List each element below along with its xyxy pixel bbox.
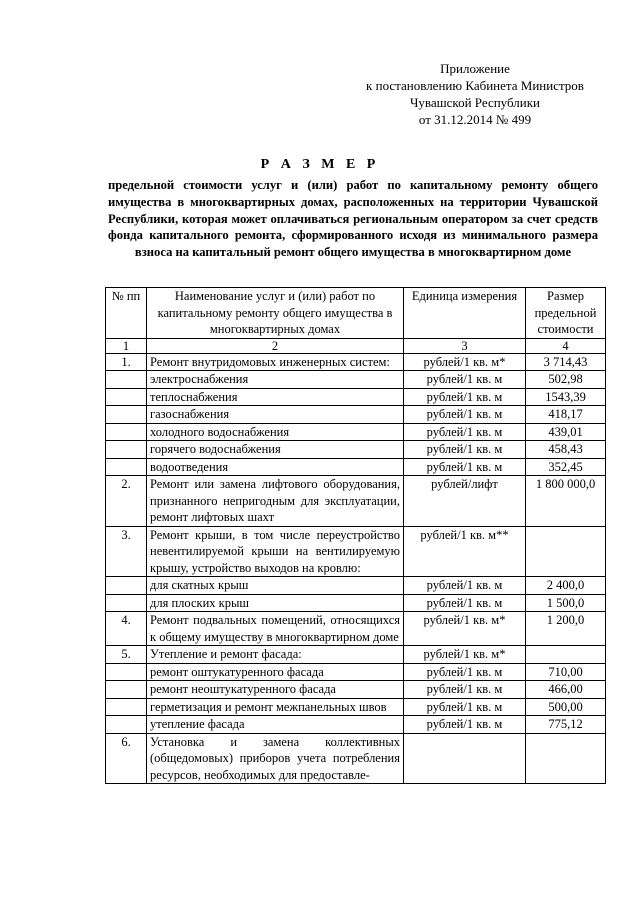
table-row <box>106 423 606 441</box>
row-value: 1543,39 <box>526 388 606 406</box>
table-row <box>106 441 606 459</box>
row-number <box>106 388 147 406</box>
appendix-date-number: от 31.12.2014 № 499 <box>418 112 532 127</box>
table-row <box>106 577 606 595</box>
row-value: 2 400,0 <box>526 577 606 595</box>
row-number: 6. <box>106 733 147 784</box>
row-unit: рублей/1 кв. м <box>404 406 526 424</box>
row-name: теплоснабжения <box>147 388 404 406</box>
table-row <box>106 716 606 734</box>
row-name: Ремонт внутридомовых инженерных систем: <box>147 353 404 371</box>
row-number: 3. <box>106 526 147 577</box>
row-number <box>106 441 147 459</box>
table-row <box>106 663 606 681</box>
row-value <box>526 526 606 577</box>
table-row <box>106 476 606 527</box>
row-name: для скатных крыш <box>147 577 404 595</box>
row-value <box>526 646 606 664</box>
table-row <box>106 406 606 424</box>
row-name: Ремонт крыши, в том числе переустройство невентилируемой крыши на вентилируемую крышу, устройство выходов на кровлю: <box>147 526 404 577</box>
row-unit: рублей/1 кв. м <box>404 388 526 406</box>
table-header-row <box>106 288 606 339</box>
row-number: 4. <box>106 612 147 646</box>
row-value: 418,17 <box>526 406 606 424</box>
document-subtitle: предельной стоимости услуг и (или) работ по капитальному ремонту общего имущества в многоквартирных домах, расположенных на территории Чувашской Республики, которая может оплачиваться региональным оператором за счет средств фонда капитального ремонта, сформированного исходя из минимального размера взноса на капитальный ремонт общего имущества в многоквартирном доме <box>108 178 598 260</box>
row-name: Ремонт или замена лифтового оборудования, признанного непригодным для эксплуатации, ремонт лифтовых шахт <box>147 476 404 527</box>
table-row <box>106 612 606 646</box>
appendix-title: Приложение <box>440 61 510 76</box>
appendix-republic: Чувашской Республики <box>409 95 541 110</box>
row-value: 502,98 <box>526 371 606 389</box>
document-title: Р А З М Е Р <box>260 157 380 172</box>
row-number <box>106 594 147 612</box>
index-cell: 3 <box>404 338 526 353</box>
table-row <box>106 526 606 577</box>
header-unit: Единица измерения <box>404 288 526 339</box>
row-name: для плоских крыш <box>147 594 404 612</box>
row-value: 1 500,0 <box>526 594 606 612</box>
row-value: 439,01 <box>526 423 606 441</box>
header-num: № пп <box>106 288 147 339</box>
row-name: ремонт неоштукатуренного фасада <box>147 681 404 699</box>
row-number <box>106 406 147 424</box>
row-name: газоснабжения <box>147 406 404 424</box>
row-number <box>106 458 147 476</box>
row-value: 466,00 <box>526 681 606 699</box>
header-name: Наименование услуг и (или) работ по капитальному ремонту общего имущества в многоквартирных домах <box>147 288 404 339</box>
row-unit: рублей/1 кв. м** <box>404 526 526 577</box>
row-unit: рублей/1 кв. м <box>404 594 526 612</box>
row-unit: рублей/1 кв. м* <box>404 612 526 646</box>
row-number <box>106 423 147 441</box>
table-row <box>106 594 606 612</box>
row-name: Установка и замена коллективных (общедомовых) приборов учета потребления ресурсов, необходимых для предоставле- <box>147 733 404 784</box>
table-row <box>106 353 606 371</box>
appendix-block <box>330 60 620 128</box>
row-number: 5. <box>106 646 147 664</box>
table-index-row <box>106 338 606 353</box>
row-unit: рублей/1 кв. м <box>404 371 526 389</box>
row-unit: рублей/лифт <box>404 476 526 527</box>
table-row <box>106 371 606 389</box>
row-number <box>106 716 147 734</box>
row-number <box>106 577 147 595</box>
row-name: Утепление и ремонт фасада: <box>147 646 404 664</box>
row-unit: рублей/1 кв. м* <box>404 646 526 664</box>
index-cell: 1 <box>106 338 147 353</box>
appendix-resolution: к постановлению Кабинета Министров <box>366 78 584 93</box>
table-row <box>106 733 606 784</box>
cost-table <box>105 287 606 784</box>
row-unit: рублей/1 кв. м <box>404 577 526 595</box>
row-value: 500,00 <box>526 698 606 716</box>
row-number <box>106 698 147 716</box>
row-number <box>106 371 147 389</box>
table-row <box>106 388 606 406</box>
row-number <box>106 681 147 699</box>
row-name: электроснабжения <box>147 371 404 389</box>
row-unit: рублей/1 кв. м <box>404 716 526 734</box>
header-size: Размер предельной стоимости <box>526 288 606 339</box>
row-value: 1 800 000,0 <box>526 476 606 527</box>
table-row <box>106 681 606 699</box>
row-name: ремонт оштукатуренного фасада <box>147 663 404 681</box>
row-name: водоотведения <box>147 458 404 476</box>
row-name: утепление фасада <box>147 716 404 734</box>
row-unit: рублей/1 кв. м <box>404 423 526 441</box>
row-unit <box>404 733 526 784</box>
row-value: 775,12 <box>526 716 606 734</box>
row-name: холодного водоснабжения <box>147 423 404 441</box>
row-number <box>106 663 147 681</box>
row-unit: рублей/1 кв. м <box>404 441 526 459</box>
index-cell: 4 <box>526 338 606 353</box>
row-value: 458,43 <box>526 441 606 459</box>
row-number: 1. <box>106 353 147 371</box>
table-row <box>106 698 606 716</box>
row-unit: рублей/1 кв. м <box>404 698 526 716</box>
row-name: герметизация и ремонт межпанельных швов <box>147 698 404 716</box>
table-row <box>106 458 606 476</box>
row-value: 3 714,43 <box>526 353 606 371</box>
row-name: Ремонт подвальных помещений, относящихся к общему имуществу в многоквартирном доме <box>147 612 404 646</box>
row-number: 2. <box>106 476 147 527</box>
row-unit: рублей/1 кв. м <box>404 681 526 699</box>
row-unit: рублей/1 кв. м <box>404 458 526 476</box>
table-body <box>106 353 606 784</box>
index-cell: 2 <box>147 338 404 353</box>
row-unit: рублей/1 кв. м* <box>404 353 526 371</box>
row-value <box>526 733 606 784</box>
row-name: горячего водоснабжения <box>147 441 404 459</box>
row-value: 1 200,0 <box>526 612 606 646</box>
row-value: 710,00 <box>526 663 606 681</box>
table-row <box>106 646 606 664</box>
row-value: 352,45 <box>526 458 606 476</box>
row-unit: рублей/1 кв. м <box>404 663 526 681</box>
